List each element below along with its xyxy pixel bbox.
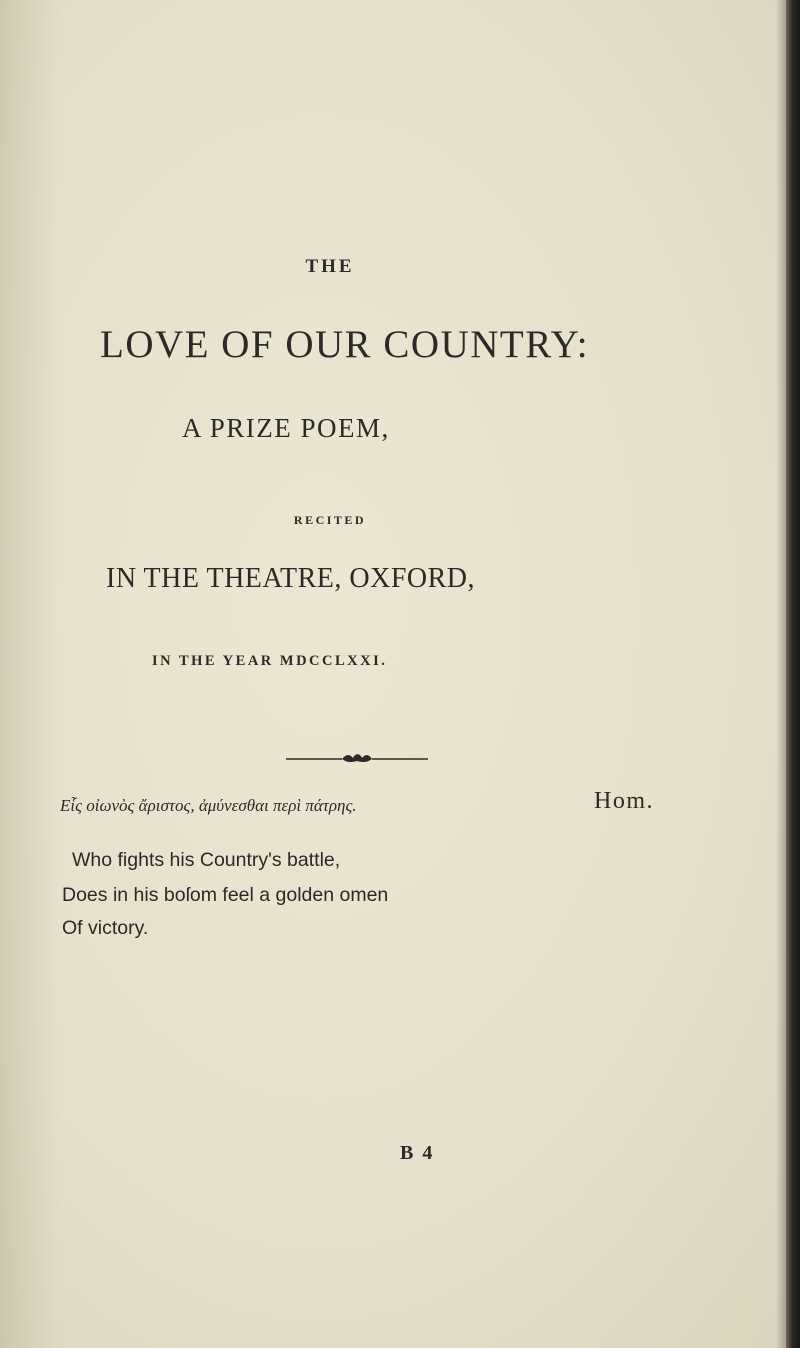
- recited-label: RECITED: [293, 513, 367, 527]
- spine-shadow: [776, 0, 786, 1348]
- ornament-rule-icon: [286, 751, 428, 765]
- translation-line: Who fights his Country's battle,: [72, 849, 341, 871]
- year-line: IN THE YEAR MDCCLXXI.: [152, 653, 388, 669]
- translation-line: Does in his boſom feel a golden omen: [62, 884, 389, 906]
- page-shadow: [0, 0, 60, 1348]
- page-title: LOVE OF OUR COUNTRY:: [100, 323, 590, 366]
- epigraph-source: Hom.: [594, 788, 654, 814]
- greek-epigraph: Εἷς οἰωνὸς ἄριστος, ἀμύνεσθαι περὶ πάτρης.: [60, 796, 357, 815]
- printer-signature: B 4: [400, 1142, 435, 1164]
- book-spine: [786, 0, 800, 1348]
- heading-the: THE: [305, 256, 355, 277]
- page-subtitle: A PRIZE POEM,: [182, 413, 390, 443]
- place-line: IN THE THEATRE, OXFORD,: [106, 563, 476, 594]
- translation-line: Of victory.: [62, 917, 149, 939]
